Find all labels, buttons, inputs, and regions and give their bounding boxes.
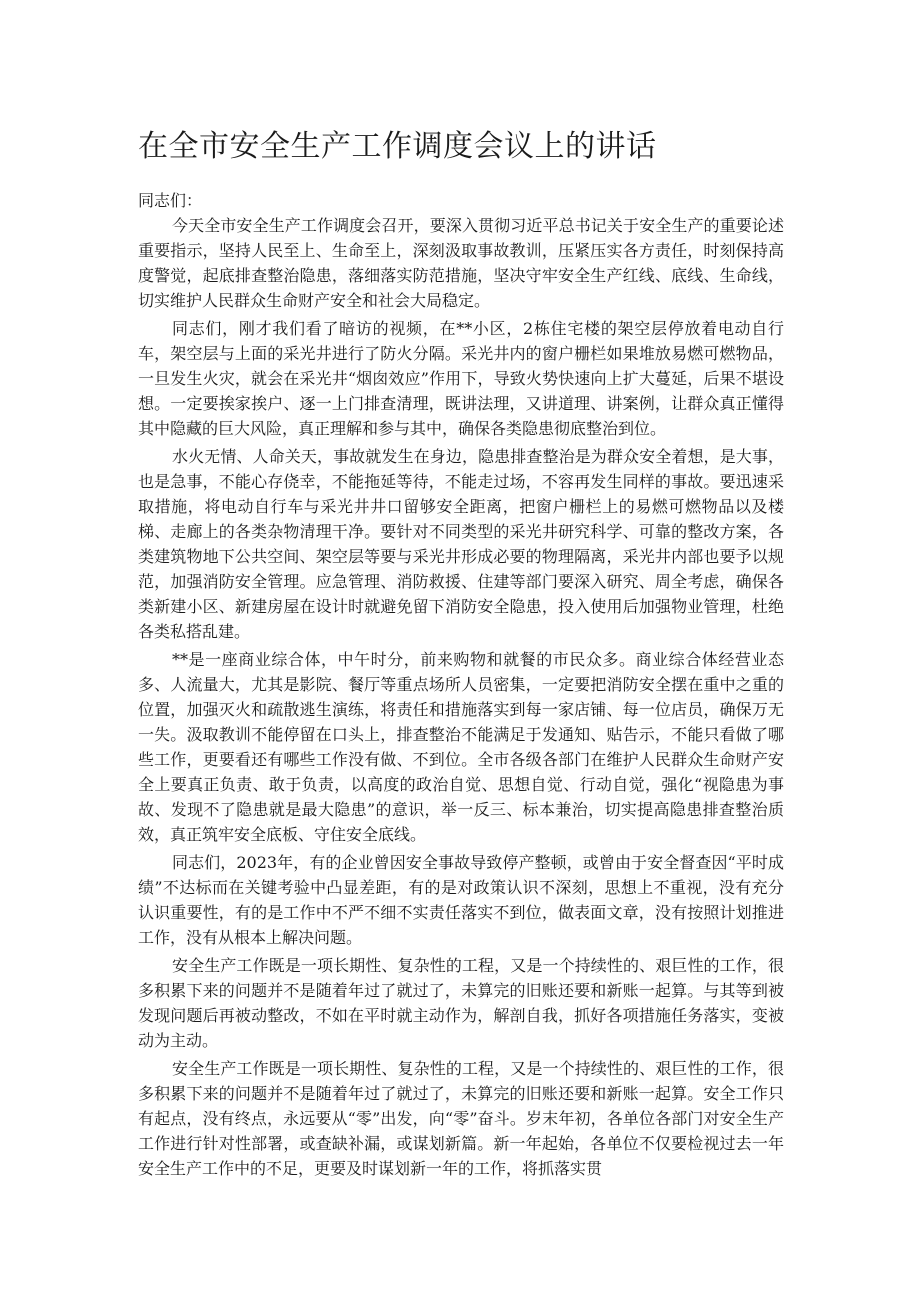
paragraph-3: 水火无情、人命关天，事故就发生在身边，隐患排查整治是为群众安全着想，是大事，也是急事，不能心存侥幸，不能拖延等待，不能走过场，不容再发生同样的事故。要迅速采取措施，将电动自行车与采光井井口留够安全距离，把窗户栅栏上的易燃可燃物品以及楼梯、走廊上的各类杂物清理干净。要针对不同类型的采光井研究科学、可靠的整改方案，各类建筑物地下公共空间、架空层等要与采光井形成必要的物理隔离，采光井内部也要予以规范，加强消防安全管理。应急管理、消防救援、住建等部门要深入研究、周全考虑，确保各类新建小区、新建房屋在设计时就避免留下消防安全隐患，投入使用后加强物业管理，杜绝各类私搭乱建。 <box>138 447 784 641</box>
document-title: 在全市安全生产工作调度会议上的讲话 <box>138 129 657 164</box>
paragraph-4: **是一座商业综合体，中午时分，前来购物和就餐的市民众多。商业综合体经营业态多、人流量大，尤其是影院、餐厅等重点场所人员密集，一定要把消防安全摆在重中之重的位置，加强灭火和疏散逃生演练，将责任和措施落实到每一家店铺、每一位店员，确保万无一失。汲取教训不能停留在口头上，排查整治不能满足于发通知、贴告示，不能只看做了哪些工作，更要看还有哪些工作没有做、不到位。全市各级各部门在维护人民群众生命财产安全上要真正负责、敢于负责，以高度的政治自觉、思想自觉、行动自觉，强化“视隐患为事故、发现不了隐患就是最大隐患”的意识，举一反三、标本兼治，切实提高隐患排查整治质效，真正筑牢安全底板、守住安全底线。 <box>138 650 784 844</box>
paragraph-1: 今天全市安全生产工作调度会召开，要深入贯彻习近平总书记关于安全生产的重要论述重要指示，坚持人民至上、生命至上，深刻汲取事故教训，压紧压实各方责任，时刻保持高度警觉，起底排查整治隐患，落细落实防范措施，坚决守牢安全生产红线、底线、生命线，切实维护人民群众生命财产安全和社会大局稳定。 <box>138 216 784 310</box>
paragraph-7: 安全生产工作既是一项长期性、复杂性的工程，又是一个持续性的、艰巨性的工作，很多积累下来的问题并不是随着年过了就过了，未算完的旧账还要和新账一起算。安全工作只有起点，没有终点，永远要从“零”出发，向“零”奋斗。岁末年初，各单位各部门对安全生产工作进行针对性部署，或查缺补漏，或谋划新篇。新一年起始，各单位不仅要检视过去一年安全生产工作中的不足，更要及时谋划新一年的工作，将抓落实贯 <box>138 1059 784 1178</box>
paragraph-2: 同志们，刚才我们看了暗访的视频，在**小区，2栋住宅楼的架空层停放着电动自行车，架空层与上面的采光井进行了防火分隔。采光井内的窗户栅栏如果堆放易燃可燃物品，一旦发生火灾，就会在采光井“烟囱效应”作用下，导致火势快速向上扩大蔓延，后果不堪设想。一定要挨家挨户、逐一上门排查清理，既讲法理，又讲道理、讲案例，让群众真正懂得其中隐藏的巨大风险，真正理解和参与其中，确保各类隐患彻底整治到位。 <box>138 319 784 438</box>
paragraph-5: 同志们，2023年，有的企业曾因安全事故导致停产整顿，或曾由于安全督查因“平时成绩”不达标而在关键考验中凸显差距，有的是对政策认识不深刻，思想上不重视，没有充分认识重要性，有的是工作中不严不细不实责任落实不到位，做表面文章，没有按照计划推进工作，没有从根本上解决问题。 <box>138 853 784 947</box>
salutation: 同志们： <box>138 191 203 210</box>
document-body <box>138 126 784 1181</box>
paragraph-6: 安全生产工作既是一项长期性、复杂性的工程，又是一个持续性的、艰巨性的工作，很多积累下来的问题并不是随着年过了就过了，未算完的旧账还要和新账一起算。与其等到被发现问题后再被动整改，不如在平时就主动作为，解剖自我，抓好各项措施任务落实，变被动为主动。 <box>138 956 784 1050</box>
